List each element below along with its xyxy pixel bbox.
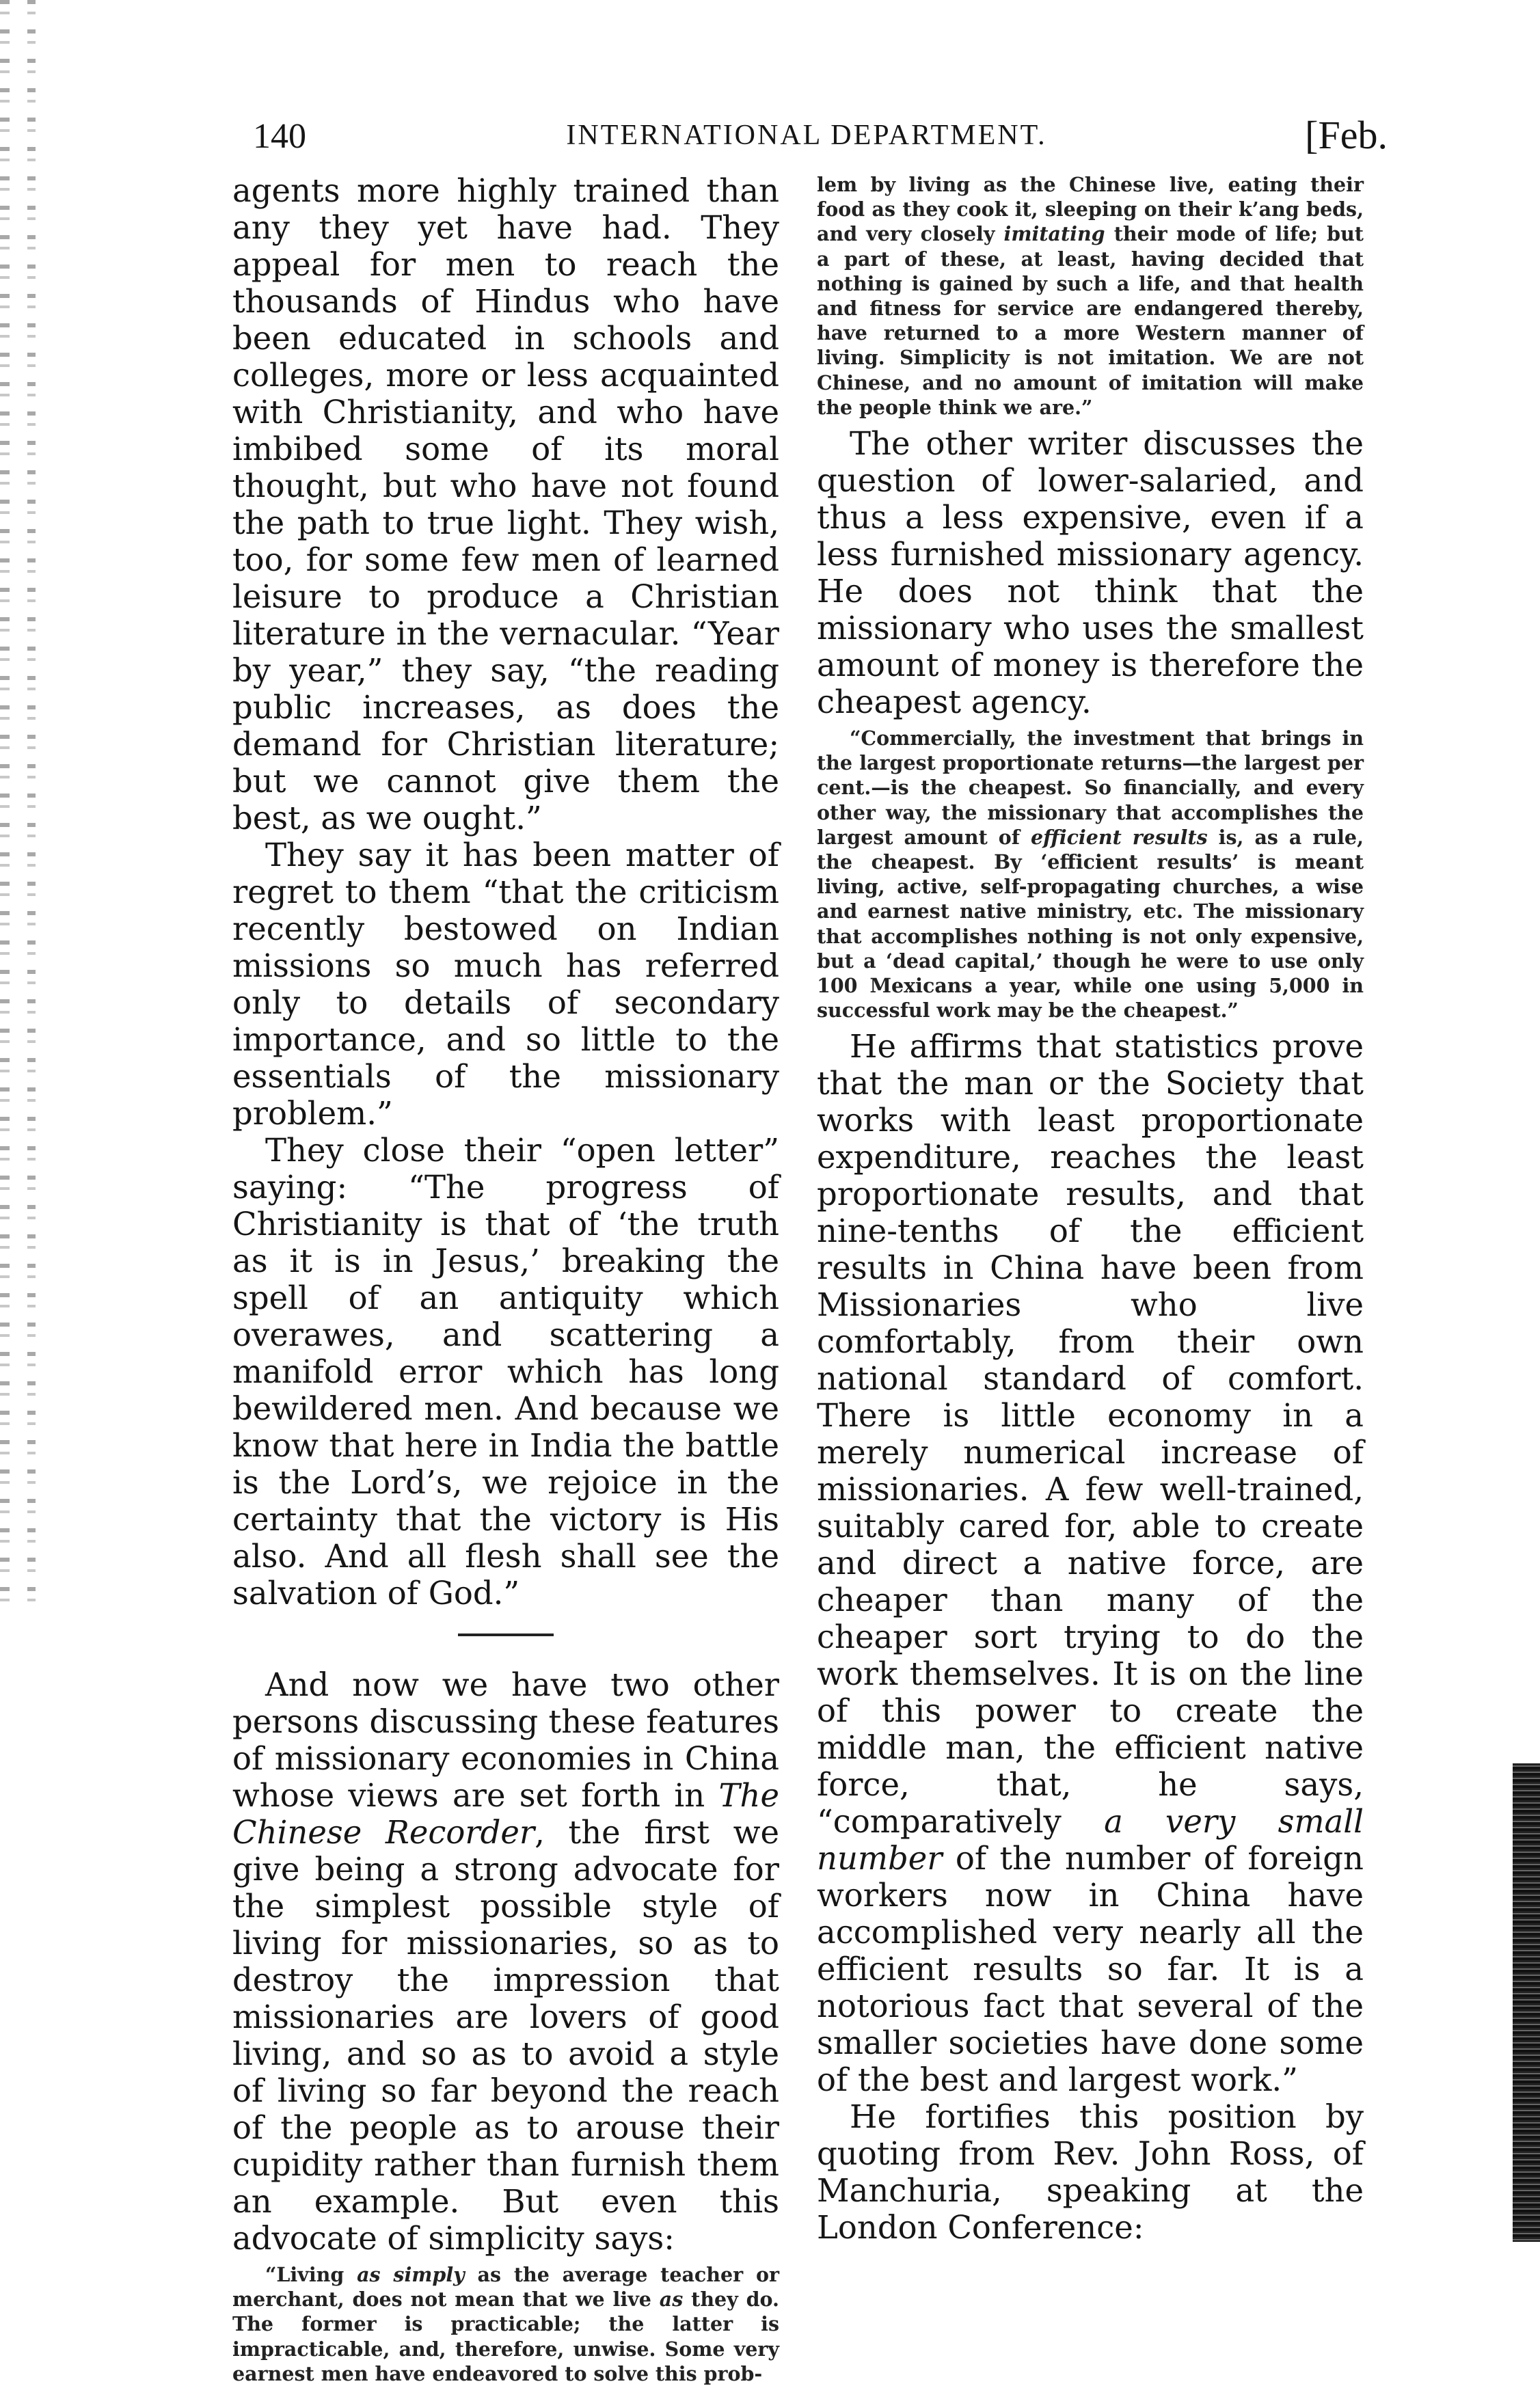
paragraph: They close their “open letter” saying: “The progress of Christianity is that of ‘the truth as it is in Jesus,’ breaking the spell of an antiquity which overawes, and scattering a manifold error which has long bewildered men. And because we know that here in India the battle is the Lord’s, we rejoice in the certainty that the victory is His also. And all flesh shall see the salvation of God.”: [232, 1132, 779, 1612]
right-column: [817, 172, 1364, 2246]
page-number: 140: [253, 117, 306, 156]
page-header: [226, 109, 1388, 164]
emphasis: efficient results: [1031, 825, 1208, 849]
emphasis: imitating: [1003, 222, 1105, 246]
running-title: INTERNATIONAL DEPARTMENT.: [566, 120, 1047, 151]
paragraph: agents more highly trained than any they yet have had. They appeal for men to reach the thousands of Hindus who have been educated in schools and colleges, more or less acquainted with Christianity, and who have imbibed some of its moral thought, but who have not found the path to true light. They wish, too, for some few men of learned leisure to produce a Christian literature in the vernacular. “Year by year,” they say, “the reading public increases, as does the demand for Christian literature; but we cannot give them the best, as we ought.”: [232, 172, 779, 837]
block-quote: “Commercially, the investment that brings in the largest proportionate returns—the largest per cent.—is the cheapest. So financially, and every other way, the missionary that accomplishes the largest amount of efficient results is, as a rule, the cheapest. By ‘efficient results’ is meant living, active, self-propagating churches, a wise and earnest native ministry, etc. The missionary that accomplishes nothing is not only expensive, but a ‘dead capital,’ though he were to use only 100 Mexicans a year, while one using 5,000 in successful work may be the cheapest.”: [817, 727, 1364, 1022]
paragraph: And now we have two other persons discussing these features of missionary economies in China whose views are set forth in The Chinese Recorder, the first we give being a strong advocate for the simplest possible style of living for missionaries, so as to destroy the impression that missionaries are lovers of good living, and so as to avoid a style of living so far beyond the reach of the people as to arouse their cupidity rather than furnish them an example. But even this advocate of simplicity says:: [232, 1666, 779, 2257]
emphasis: as simply: [357, 2263, 465, 2286]
scan-edge-left: [0, 0, 55, 1606]
header-month: [Feb.: [1305, 113, 1388, 157]
block-quote-continued: lem by living as the Chinese live, eating their food as they cook it, sleeping on their k’ang beds, and very closely imitating their mode of life; but a part of these, at least, having decided that nothing is gained by such a life, and that health and fitness for service are endangered thereby, have returned to a more Western manner of living. Simplicity is not imitation. We are not Chinese, and no amount of imitation will make the people think we are.”: [817, 173, 1364, 419]
emphasis: as: [659, 2288, 684, 2312]
left-column: [232, 172, 779, 2386]
scan-edge-right: [1513, 1763, 1540, 2242]
paragraph: The other writer discusses the question of lower-salaried, and thus a less expensive, even if a less furnished missionary agency. He does not think that the missionary who uses the smallest amount of money is therefore the cheapest agency.: [817, 425, 1364, 721]
block-quote: “Living as simply as the average teacher or merchant, does not mean that we live as they do. The former is practicable; the latter is impracticable, and, therefore, unwise. Some very earnest men have endeavored to solve this prob-: [232, 2263, 779, 2385]
publication-title: The Chinese Recorder: [232, 1777, 779, 1851]
paragraph: He fortifies this position by quoting from Rev. John Ross, of Manchuria, speaking at the London Conference:: [817, 2098, 1364, 2247]
emphasis: a very small number: [817, 1803, 1364, 1877]
paragraph: They say it has been matter of regret to them “that the criticism recently bestowed on Indian missions so much has referred only to details of secondary importance, and so little to the essentials of the missionary problem.”: [232, 837, 779, 1132]
section-divider: [458, 1633, 554, 1636]
paragraph: He affirms that statistics prove that the man or the Society that works with least proportionate expenditure, reaches the least proportionate results, and that nine-tenths of the efficient results in China have been from Missionaries who live comfortably, from their own national standard of comfort. There is little economy in a merely numerical increase of missionaries. A few well-trained, suitably cared for, able to create and direct a native force, are cheaper than many of the cheaper sort trying to do the work themselves. It is on the line of this power to create the middle man, the efficient native force, that, he says, “comparatively a very small number of the number of foreign workers now in China have accomplished very nearly all the efficient results so far. It is a notorious fact that several of the smaller societies have done some of the best and largest work.”: [817, 1028, 1364, 2099]
